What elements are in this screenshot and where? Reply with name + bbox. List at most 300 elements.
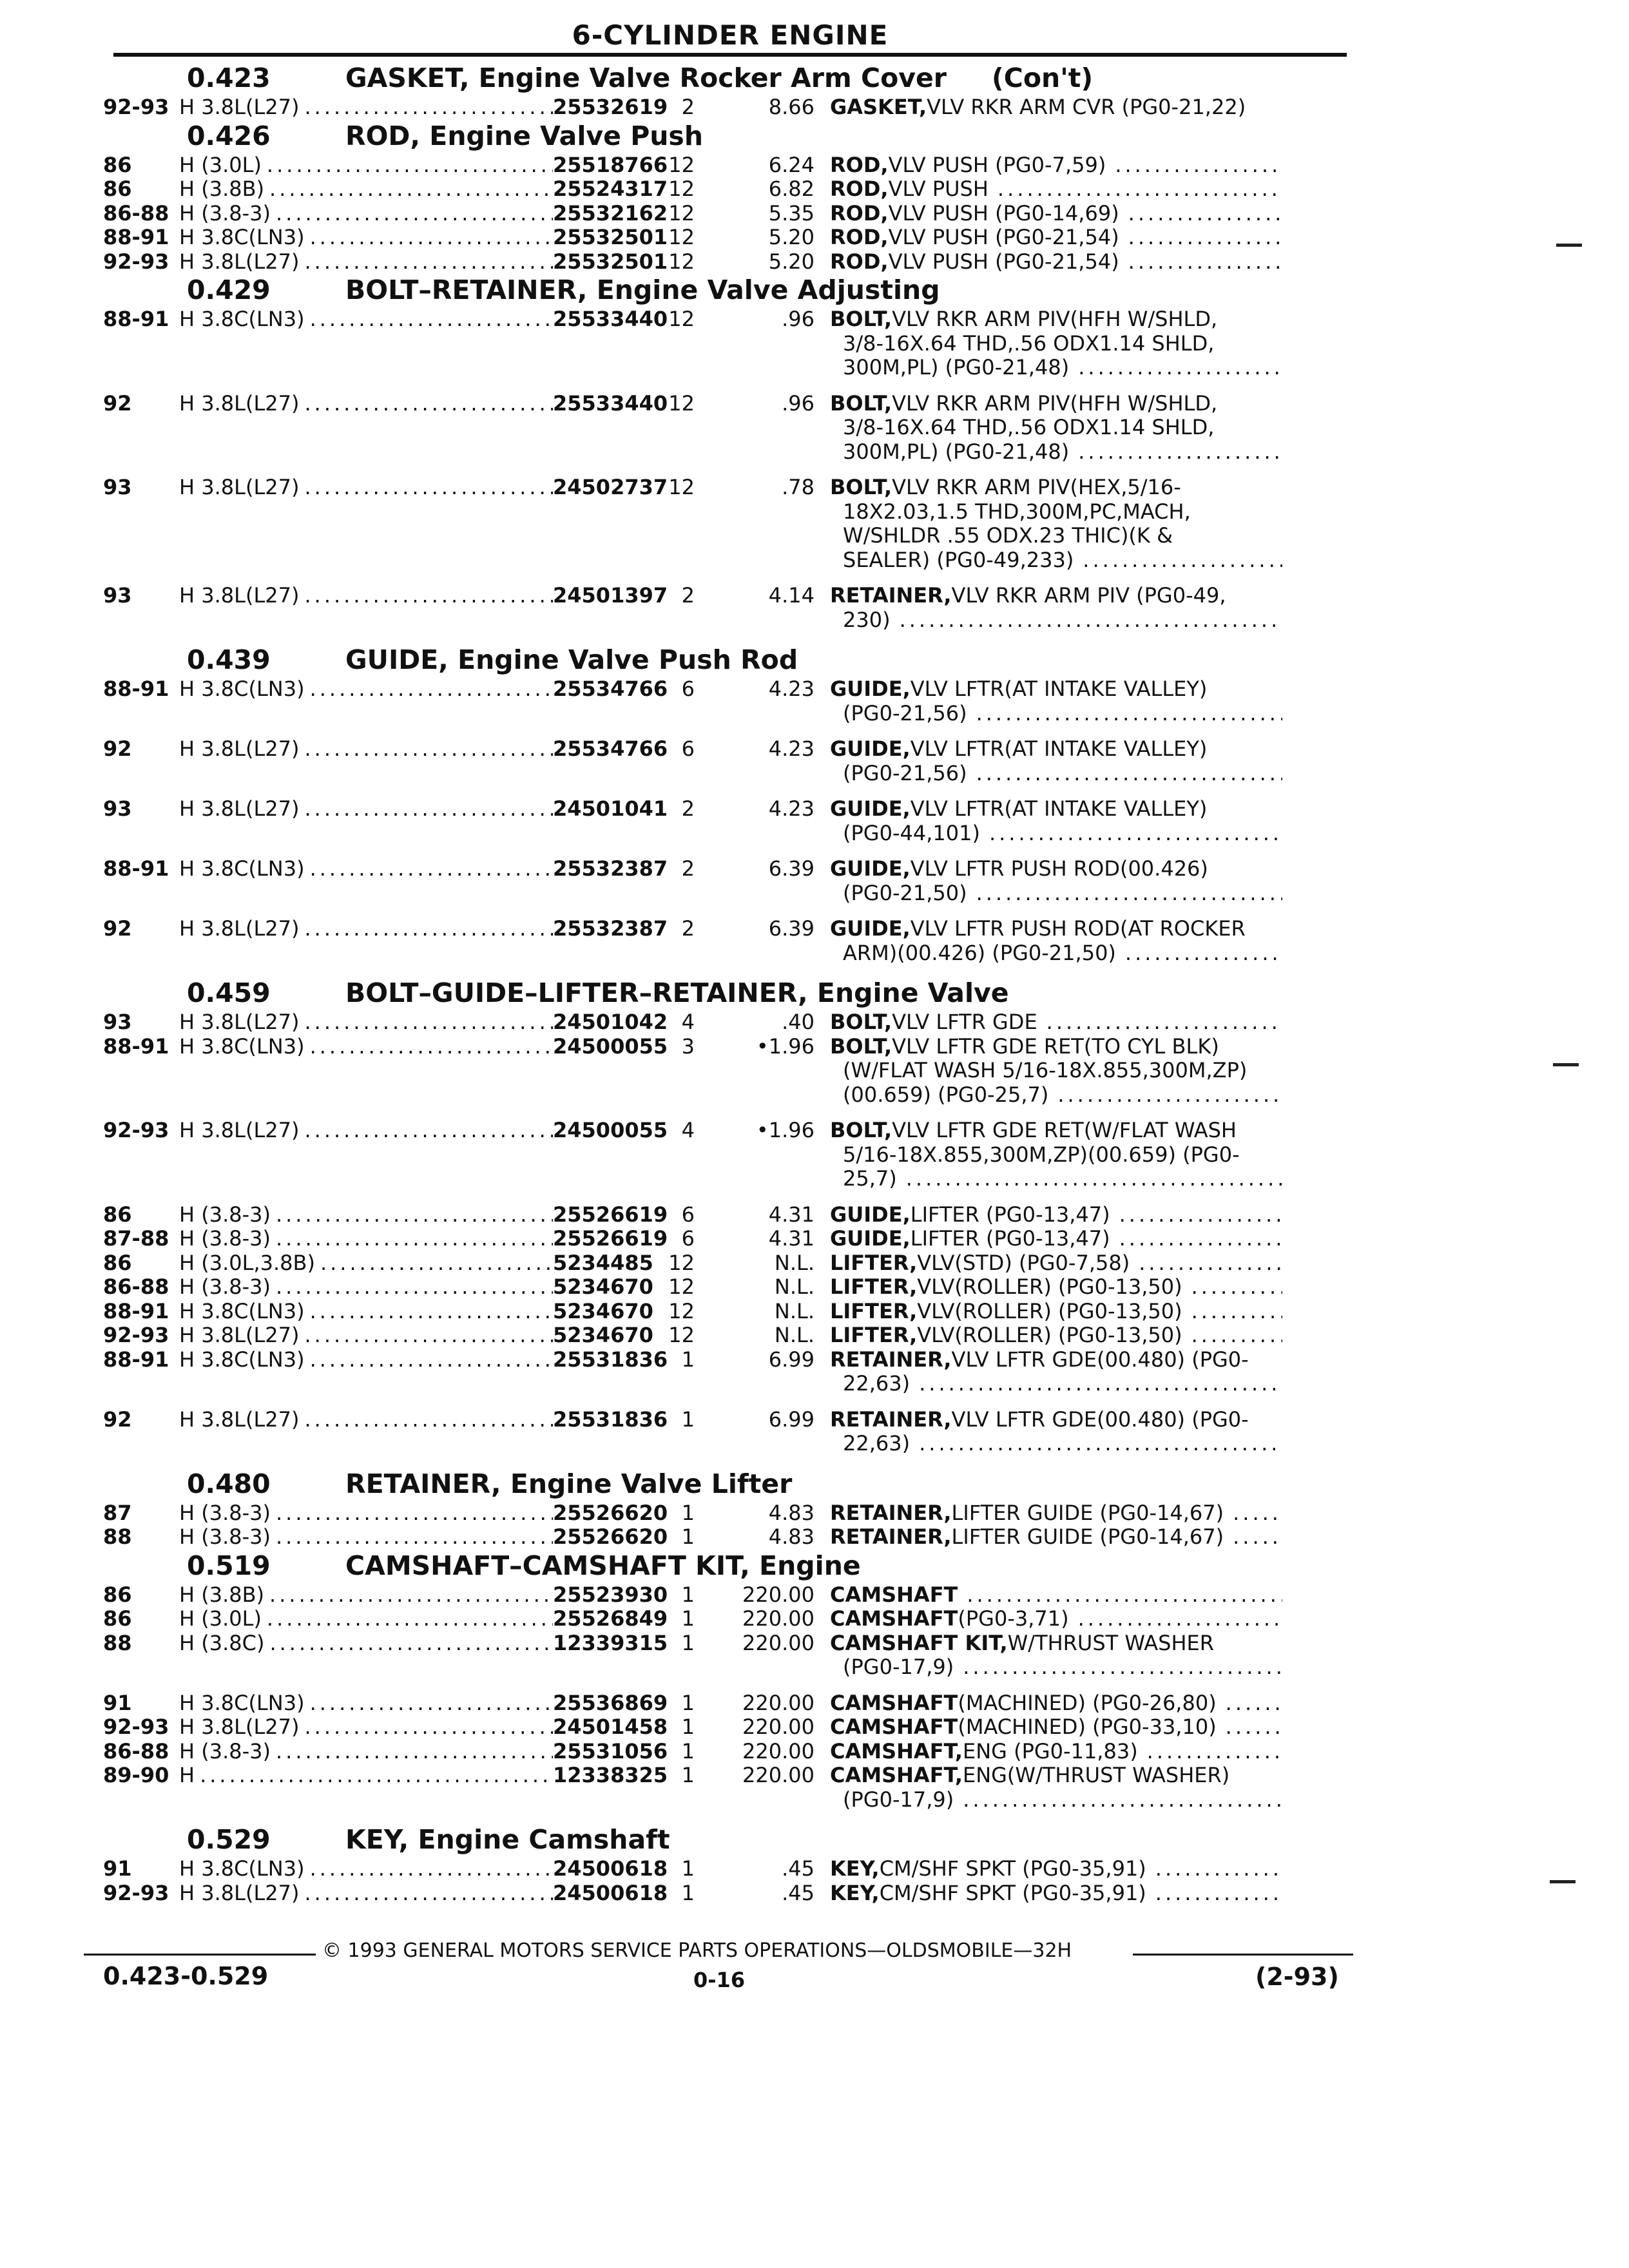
quantity: 12 <box>668 475 695 499</box>
model-years: 92-93 <box>103 1323 169 1347</box>
dot-leader <box>299 95 553 120</box>
part-number: 25524317 <box>553 177 668 201</box>
price: 5.20 <box>768 249 815 274</box>
price: 4.23 <box>768 677 815 701</box>
description-text: 230) <box>843 608 891 632</box>
parts-row <box>103 153 1353 178</box>
part-number: 24501397 <box>553 583 668 608</box>
description-text: W/SHLDR .55 ODX.23 THIC)(K & <box>843 524 1173 548</box>
dot-leader <box>1116 941 1282 966</box>
description-text: VLV LFTR(AT INTAKE VALLEY) <box>910 737 1208 761</box>
row-gap <box>103 905 1353 917</box>
model-years: 92-93 <box>103 95 169 119</box>
description-text: ENG (PG0-11,83) <box>962 1739 1138 1763</box>
dot-leader <box>954 1788 1282 1812</box>
engine-cell <box>179 1607 553 1631</box>
engine-code: H (3.8-3) <box>179 1501 271 1525</box>
parts-row <box>103 202 1353 226</box>
price: •1.96 <box>756 1033 815 1059</box>
description-text: CM/SHF SPKT (PG0-35,91) <box>879 1857 1146 1881</box>
engine-cell <box>179 1525 553 1550</box>
part-number: 24501042 <box>553 1010 668 1034</box>
dot-leader <box>299 584 553 632</box>
description-name: BOLT, <box>830 391 892 416</box>
description-text: LIFTER (PG0-13,47) <box>910 1202 1110 1227</box>
dot-leader <box>1069 1607 1282 1631</box>
model-years: 92-93 <box>103 1880 169 1905</box>
parts-row <box>103 307 1353 380</box>
row-gap <box>103 464 1353 476</box>
description-name: CAMSHAFT KIT, <box>830 1631 1008 1655</box>
engine-cell <box>179 1501 553 1526</box>
section-title: KEY, Engine Camshaft <box>345 1824 670 1855</box>
description-text: VLV RKR ARM PIV(HFH W/SHLD, <box>892 307 1218 331</box>
engine-code: H 3.8L(L27) <box>179 1407 300 1432</box>
description-name: GUIDE, <box>830 1202 911 1227</box>
description-text: 300M,PL) (PG0-21,48) <box>843 439 1070 464</box>
quantity: 12 <box>668 307 695 331</box>
description-name: LIFTER, <box>830 1251 918 1275</box>
model-years: 92 <box>103 1407 132 1432</box>
description <box>815 1691 1282 1716</box>
part-number: 24500618 <box>553 1880 668 1905</box>
description-line <box>830 702 1282 726</box>
description-name: LIFTER, <box>830 1299 918 1323</box>
description <box>815 1525 1282 1550</box>
price: 4.83 <box>768 1524 815 1549</box>
model-years: 86-88 <box>103 200 169 226</box>
description-line <box>830 1300 1282 1324</box>
description-line <box>830 1251 1282 1276</box>
description-line <box>830 1763 1282 1788</box>
footer-copyright: © 1993 GENERAL MOTORS SERVICE PARTS OPERATIONS—OLDSMOBILE—32H <box>322 1939 1072 1962</box>
price: 5.35 <box>768 200 815 226</box>
dot-leader <box>299 392 553 465</box>
dot-leader <box>264 1583 553 1608</box>
description <box>815 1740 1282 1764</box>
model-years: 89-90 <box>103 1763 169 1787</box>
engine-code: H (3.8-3) <box>179 201 271 226</box>
price: 220.00 <box>742 1690 815 1715</box>
quantity: 12 <box>668 390 695 416</box>
description-text: 300M,PL) (PG0-21,48) <box>843 356 1070 380</box>
price: 220.00 <box>742 1715 815 1739</box>
engine-code: H (3.8B) <box>179 177 265 201</box>
dot-leader <box>195 1763 553 1812</box>
quantity: 12 <box>668 249 695 274</box>
parts-row <box>103 392 1353 465</box>
description-text: VLV LFTR(AT INTAKE VALLEY) <box>910 797 1208 821</box>
description-line <box>830 677 1282 702</box>
part-number: 24501041 <box>553 796 668 821</box>
engine-code: H 3.8C(LN3) <box>179 1691 305 1715</box>
model-years: 88-91 <box>103 1347 169 1372</box>
description-text: VLV LFTR GDE <box>892 1010 1037 1034</box>
dot-leader <box>305 1035 553 1108</box>
engine-cell <box>179 202 553 226</box>
price: .78 <box>782 475 815 499</box>
description-line <box>830 440 1282 465</box>
dot-leader <box>1110 1227 1282 1251</box>
description-text: VLV LFTR GDE(00.480) (PG0- <box>951 1347 1249 1372</box>
description-text: VLV PUSH (PG0-21,54) <box>888 226 1119 249</box>
dot-leader <box>305 307 553 380</box>
description-text: VLV LFTR GDE RET(W/FLAT WASH <box>892 1119 1237 1142</box>
row-gap <box>103 380 1353 392</box>
quantity: 12 <box>668 1298 695 1323</box>
description-name: CAMSHAFT <box>830 1691 958 1715</box>
description-text: 18X2.03,1.5 THD,300M,PC,MACH, <box>843 499 1191 524</box>
description-text: VLV LFTR PUSH ROD(00.426) <box>910 857 1208 881</box>
parts-row <box>103 1740 1353 1764</box>
description-line <box>830 392 1282 416</box>
quantity: 1 <box>681 1880 695 1905</box>
quantity: 1 <box>681 1763 695 1787</box>
description-line <box>830 95 1282 120</box>
description <box>815 1408 1282 1456</box>
price: 4.83 <box>768 1500 815 1525</box>
description-text: ARM)(00.426) (PG0-21,50) <box>843 941 1116 965</box>
engine-code: H 3.8L(L27) <box>179 476 300 499</box>
dot-leader <box>958 1583 1282 1608</box>
engine-cell <box>179 1881 553 1906</box>
description-line <box>830 177 1282 202</box>
parts-row <box>103 1408 1353 1456</box>
description <box>815 1227 1282 1251</box>
model-years: 86 <box>103 177 132 201</box>
description-line <box>830 1788 1282 1812</box>
description <box>815 797 1282 845</box>
description <box>815 1275 1282 1300</box>
dot-leader <box>891 608 1282 633</box>
description-name: GASKET, <box>830 95 927 119</box>
description-line <box>830 307 1282 332</box>
part-number: 25526619 <box>553 1226 668 1251</box>
description-text: VLV RKR ARM PIV(HFH W/SHLD, <box>892 391 1218 416</box>
description <box>815 584 1282 632</box>
dot-leader <box>967 881 1282 906</box>
row-gap <box>103 1191 1353 1203</box>
section-number: 0.439 <box>187 644 271 675</box>
quantity: 1 <box>681 1856 695 1881</box>
quantity: 12 <box>668 1274 695 1299</box>
description-text: VLV RKR ARM PIV (PG0-49, <box>951 584 1226 608</box>
description-name: KEY, <box>830 1881 880 1905</box>
quantity: 6 <box>681 736 695 761</box>
dot-leader <box>305 677 553 726</box>
quantity: 4 <box>681 1010 695 1034</box>
engine-cell <box>179 1715 553 1740</box>
price: .40 <box>782 1010 815 1034</box>
description-line <box>830 1010 1282 1035</box>
model-years: 88-91 <box>103 856 169 881</box>
dot-leader <box>299 1715 553 1740</box>
description-text: LIFTER GUIDE (PG0-14,67) <box>951 1525 1224 1549</box>
part-number: 12339315 <box>553 1630 668 1655</box>
price: 4.14 <box>768 583 815 608</box>
description <box>815 153 1282 178</box>
price: 6.99 <box>768 1347 815 1372</box>
description <box>815 1119 1282 1191</box>
description-name: BOLT, <box>830 1119 892 1142</box>
part-number: 25532387 <box>553 856 668 881</box>
parts-row <box>103 1607 1353 1631</box>
parts-row <box>103 1203 1353 1227</box>
engine-cell <box>179 737 553 785</box>
parts-row <box>103 1119 1353 1191</box>
description-line <box>830 857 1282 881</box>
part-number: 5234670 <box>553 1274 653 1299</box>
section-number: 0.426 <box>187 120 271 151</box>
engine-code: H (3.0L) <box>179 1607 262 1631</box>
part-number: 25518766 <box>553 152 668 177</box>
dot-leader <box>299 1010 553 1035</box>
description <box>815 95 1282 120</box>
description-line <box>830 1631 1282 1656</box>
description-line <box>830 797 1282 822</box>
engine-code: H 3.8L(L27) <box>179 737 300 761</box>
description-line <box>830 202 1282 226</box>
description-name: CAMSHAFT, <box>830 1763 963 1787</box>
description-name: BOLT, <box>830 476 892 499</box>
description-line <box>830 153 1282 178</box>
description-name: GUIDE, <box>830 797 911 821</box>
dot-leader <box>262 153 553 178</box>
dot-leader <box>1074 548 1282 573</box>
header-rule <box>113 53 1347 57</box>
quantity: 12 <box>668 152 695 177</box>
description <box>815 1035 1282 1108</box>
price: 4.23 <box>768 736 815 761</box>
description <box>815 1323 1282 1348</box>
description-line <box>830 226 1282 250</box>
description-line <box>830 1432 1282 1456</box>
dot-leader <box>299 1881 553 1906</box>
engine-cell <box>179 857 553 905</box>
dot-leader <box>299 737 553 785</box>
description-text: (00.659) (PG0-25,7) <box>843 1082 1049 1107</box>
row-gap <box>103 726 1353 737</box>
description-line <box>830 608 1282 633</box>
parts-row <box>103 1300 1353 1324</box>
description-line <box>830 1525 1282 1550</box>
engine-code: H 3.8L(L27) <box>179 1119 300 1142</box>
price: .45 <box>782 1856 815 1881</box>
dot-leader <box>1130 1251 1282 1276</box>
section-number: 0.429 <box>187 274 271 305</box>
dot-leader <box>299 476 553 572</box>
part-number: 25534766 <box>553 677 668 701</box>
description-name: RETAINER, <box>830 584 952 608</box>
quantity: 1 <box>681 1500 695 1525</box>
description <box>815 250 1282 274</box>
model-years: 88-91 <box>103 1033 169 1059</box>
model-years: 88 <box>103 1524 132 1549</box>
description-line <box>830 941 1282 966</box>
description-name: RETAINER, <box>830 1407 952 1432</box>
dot-leader <box>1182 1323 1282 1348</box>
engine-code: H 3.8L(L27) <box>179 1881 300 1905</box>
description-line <box>830 1408 1282 1432</box>
section-title: ROD, Engine Valve Push <box>345 120 704 151</box>
part-number: 25532501 <box>553 249 668 274</box>
description <box>815 226 1282 250</box>
section-header <box>103 1468 1353 1501</box>
description-line <box>830 1583 1282 1608</box>
description-line <box>830 1857 1282 1881</box>
footer-range: 0.423-0.529 <box>103 1962 269 1990</box>
engine-cell <box>179 677 553 726</box>
description-name: LIFTER, <box>830 1275 918 1299</box>
row-gap <box>103 1812 1353 1823</box>
page-title: 6-CYLINDER ENGINE <box>572 19 889 51</box>
description-text: VLV PUSH <box>888 177 988 201</box>
price: 4.31 <box>768 1202 815 1227</box>
description-text: (PG0-21,50) <box>843 881 967 905</box>
parts-row <box>103 95 1353 120</box>
quantity: 6 <box>681 1202 695 1227</box>
parts-row <box>103 1691 1353 1716</box>
row-gap <box>103 1456 1353 1468</box>
section-header <box>103 62 1353 95</box>
dot-leader <box>1119 226 1282 250</box>
model-years: 88-91 <box>103 1298 169 1323</box>
section-continued: (Con't) <box>992 62 1094 93</box>
quantity: 12 <box>668 1323 695 1347</box>
section-title: BOLT–RETAINER, Engine Valve Adjusting <box>345 274 940 305</box>
description-text: VLV LFTR PUSH ROD(AT ROCKER <box>910 917 1246 941</box>
part-number: 24502737 <box>553 475 668 499</box>
parts-row <box>103 1525 1353 1550</box>
footer-rule-right <box>1133 1954 1353 1956</box>
dot-leader <box>1069 440 1282 465</box>
price: .45 <box>782 1880 815 1905</box>
description <box>815 392 1282 465</box>
description-name: CAMSHAFT <box>830 1715 958 1739</box>
description-text: (MACHINED) (PG0-33,10) <box>958 1715 1217 1739</box>
model-years: 86 <box>103 1606 132 1631</box>
part-number: 25531836 <box>553 1407 668 1432</box>
description-line <box>830 917 1282 941</box>
description-text: (PG0-44,101) <box>843 821 980 845</box>
parts-row <box>103 1348 1353 1396</box>
engine-code: H 3.8L(L27) <box>179 1323 300 1347</box>
part-number: 25526619 <box>553 1202 668 1227</box>
model-years: 93 <box>103 1010 132 1034</box>
description-line <box>830 1655 1282 1680</box>
description-line <box>830 250 1282 274</box>
description-text: (PG0-3,71) <box>958 1607 1069 1631</box>
dot-leader <box>305 1300 553 1324</box>
description-text: LIFTER (PG0-13,47) <box>910 1227 1110 1251</box>
model-years: 86 <box>103 1202 132 1227</box>
parts-row <box>103 1583 1353 1608</box>
description-name: ROD, <box>830 177 889 201</box>
engine-cell <box>179 1227 553 1251</box>
footer-rule-left <box>84 1954 316 1956</box>
part-number: 24500618 <box>553 1856 668 1881</box>
edge-mark <box>1556 244 1582 247</box>
dot-leader <box>1224 1525 1282 1550</box>
description-text: VLV PUSH (PG0-21,54) <box>888 249 1119 274</box>
description-name: BOLT, <box>830 1034 892 1059</box>
parts-row <box>103 476 1353 572</box>
price: 5.20 <box>768 225 815 249</box>
description-text: VLV(ROLLER) (PG0-13,50) <box>917 1323 1182 1347</box>
parts-row <box>103 226 1353 250</box>
section-header <box>103 274 1353 307</box>
row-gap <box>103 632 1353 644</box>
engine-cell <box>179 1348 553 1396</box>
engine-code: H 3.8C(LN3) <box>179 857 305 881</box>
description-text: VLV RKR ARM PIV(HEX,5/16- <box>892 476 1181 499</box>
dot-leader <box>1110 1203 1282 1227</box>
quantity: 1 <box>681 1524 695 1549</box>
parts-row <box>103 1251 1353 1276</box>
description <box>815 677 1282 726</box>
description-name: LIFTER, <box>830 1323 918 1347</box>
part-number: 25526620 <box>553 1524 668 1549</box>
price: 220.00 <box>742 1582 815 1607</box>
section-number: 0.423 <box>187 62 271 93</box>
model-years: 92-93 <box>103 1118 169 1142</box>
model-years: 86-88 <box>103 1274 169 1299</box>
parts-row <box>103 917 1353 965</box>
price: 6.39 <box>768 916 815 941</box>
parts-row <box>103 1631 1353 1680</box>
price: N.L. <box>774 1323 815 1347</box>
description-line <box>830 1059 1282 1083</box>
row-gap <box>103 572 1353 584</box>
description-line <box>830 1035 1282 1059</box>
engine-code: H (3.8C) <box>179 1631 265 1655</box>
section-number: 0.480 <box>187 1468 271 1499</box>
description-line <box>830 737 1282 762</box>
engine-cell <box>179 584 553 632</box>
quantity: 6 <box>681 1226 695 1251</box>
dot-leader <box>1182 1275 1282 1300</box>
parts-row <box>103 1010 1353 1035</box>
price: N.L. <box>774 1298 815 1323</box>
dot-leader <box>954 1655 1282 1680</box>
model-years: 88-91 <box>103 307 169 331</box>
engine-cell <box>179 1203 553 1227</box>
description-name: BOLT, <box>830 307 892 331</box>
description-text: 22,63) <box>843 1432 911 1456</box>
dot-leader <box>299 1323 553 1348</box>
description <box>815 1010 1282 1035</box>
row-gap <box>103 1107 1353 1119</box>
engine-cell <box>179 1691 553 1716</box>
engine-code: H 3.8L(L27) <box>179 917 300 941</box>
engine-cell <box>179 226 553 250</box>
price: 220.00 <box>742 1606 815 1631</box>
description <box>815 177 1282 202</box>
description-name: ROD, <box>830 226 889 249</box>
dot-leader <box>1119 250 1282 274</box>
price: .96 <box>782 390 815 416</box>
engine-code: H (3.8-3) <box>179 1739 271 1763</box>
price: N.L. <box>774 1274 815 1299</box>
price: 8.66 <box>768 95 815 119</box>
model-years: 93 <box>103 475 132 499</box>
quantity: 1 <box>681 1347 695 1372</box>
description-name: ROD, <box>830 153 889 177</box>
part-number: 25526620 <box>553 1500 668 1525</box>
description <box>815 1715 1282 1740</box>
model-years: 88-91 <box>103 677 169 701</box>
description <box>815 476 1282 572</box>
